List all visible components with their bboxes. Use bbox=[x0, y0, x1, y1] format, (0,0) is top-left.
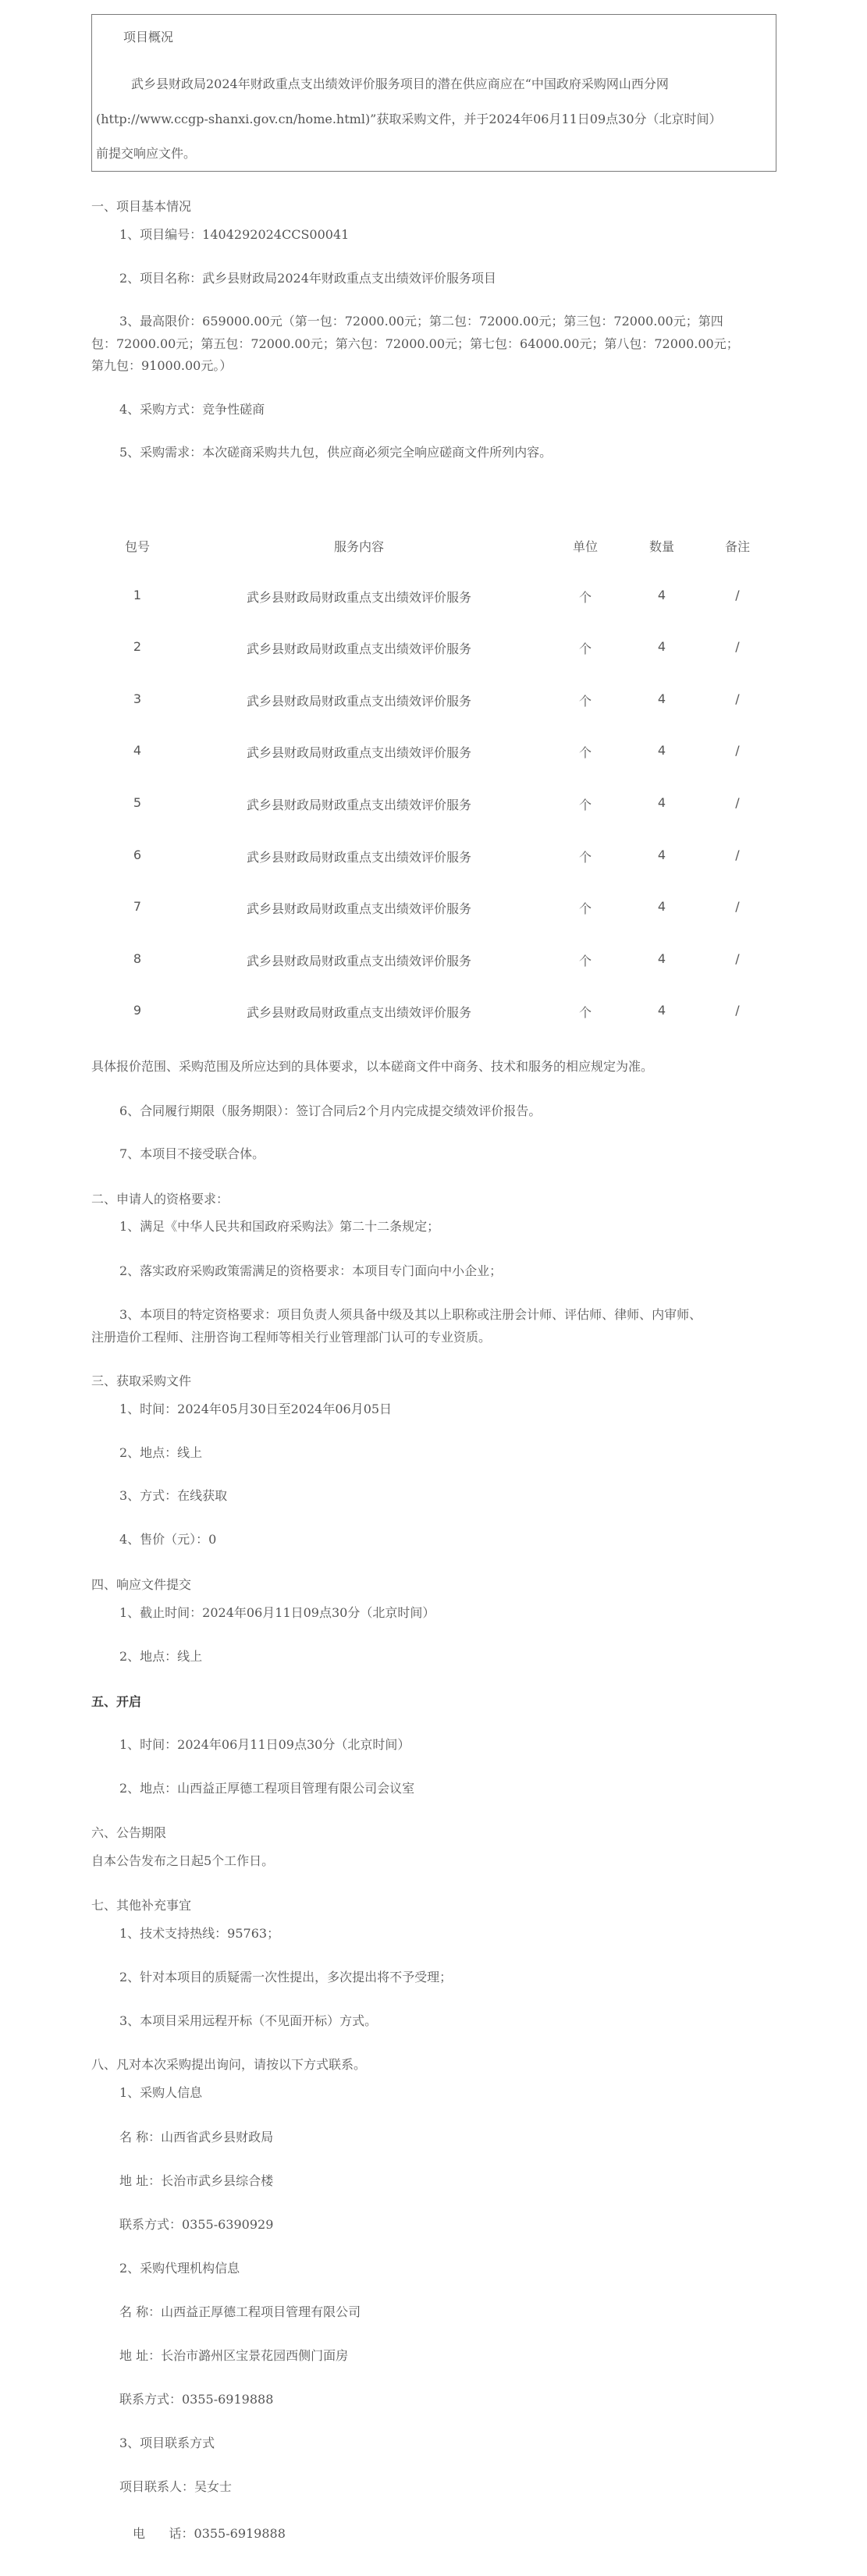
cell-unit: 个 bbox=[578, 590, 592, 605]
project-contact-phone: 电 话：0355-6919888 bbox=[133, 2526, 286, 2541]
cell-note: / bbox=[735, 795, 740, 810]
cell-package: 9 bbox=[133, 1003, 142, 1018]
cell-quantity: 4 bbox=[657, 1003, 666, 1018]
cell-unit: 个 bbox=[578, 901, 592, 916]
cell-service: 武乡县财政局财政重点支出绩效评价服务 bbox=[246, 745, 472, 760]
budget-line-2: 包：72000.00元；第五包：72000.00元；第六包：72000.00元；第七包：64000.00元；第八包：72000.00元； bbox=[91, 336, 739, 351]
table-row bbox=[0, 588, 867, 606]
header-package: 包号 bbox=[124, 539, 151, 554]
table-row bbox=[0, 847, 867, 866]
cell-unit: 个 bbox=[578, 745, 592, 760]
obtain-time: 1、时间：2024年05月30日至2024年06月05日 bbox=[119, 1402, 393, 1416]
cell-unit: 个 bbox=[578, 1005, 592, 1020]
cell-package: 2 bbox=[133, 639, 142, 654]
cell-service: 武乡县财政局财政重点支出绩效评价服务 bbox=[246, 798, 472, 812]
header-unit: 单位 bbox=[572, 539, 599, 554]
agency-name: 名 称：山西益正厚德工程项目管理有限公司 bbox=[119, 2304, 361, 2319]
cell-quantity: 4 bbox=[657, 639, 666, 654]
cell-note: / bbox=[735, 639, 740, 654]
section4-heading: 四、响应文件提交 bbox=[91, 1577, 192, 1592]
project-name: 2、项目名称：武乡县财政局2024年财政重点支出绩效评价服务项目 bbox=[119, 271, 496, 286]
qualification-3-line-2: 注册造价工程师、注册咨询工程师等相关行业管理部门认可的专业资质。 bbox=[91, 1330, 492, 1345]
purchaser-contact: 联系方式：0355-6390929 bbox=[119, 2217, 274, 2232]
cell-quantity: 4 bbox=[657, 847, 666, 862]
cell-note: / bbox=[735, 899, 740, 914]
purchaser-name: 名 称：山西省武乡县财政局 bbox=[119, 2130, 274, 2144]
cell-service: 武乡县财政局财政重点支出绩效评价服务 bbox=[246, 850, 472, 865]
contract-period: 6、合同履行期限（服务期限）：签订合同后2个月内完成提交绩效评价报告。 bbox=[119, 1103, 542, 1118]
obtain-price: 4、售价（元）：0 bbox=[119, 1532, 217, 1547]
cell-package: 1 bbox=[133, 588, 142, 602]
cell-quantity: 4 bbox=[657, 588, 666, 602]
cell-quantity: 4 bbox=[657, 899, 666, 914]
header-note: 备注 bbox=[724, 539, 751, 554]
table-row bbox=[0, 951, 867, 970]
cell-service: 武乡县财政局财政重点支出绩效评价服务 bbox=[246, 954, 472, 968]
cell-note: / bbox=[735, 743, 740, 758]
project-contact-heading: 3、项目联系方式 bbox=[119, 2436, 215, 2450]
agency-address: 地 址：长治市潞州区宝景花园西侧门面房 bbox=[119, 2348, 349, 2363]
cell-package: 4 bbox=[133, 743, 142, 758]
overview-line-2: (http://www.ccgp-shanxi.gov.cn/home.html)”获取采购文件，并于2024年06月11日09点30分（北京时间） bbox=[96, 112, 722, 126]
section6-heading: 六、公告期限 bbox=[91, 1825, 167, 1840]
table-row bbox=[0, 691, 867, 710]
cell-unit: 个 bbox=[578, 694, 592, 709]
cell-unit: 个 bbox=[578, 954, 592, 968]
budget-line-1: 3、最高限价：659000.00元（第一包：72000.00元；第二包：72000.00元；第三包：72000.00元；第四 bbox=[119, 314, 723, 329]
table-row bbox=[0, 795, 867, 814]
cell-quantity: 4 bbox=[657, 691, 666, 706]
cell-note: / bbox=[735, 847, 740, 862]
budget-line-3: 第九包：91000.00元。） bbox=[91, 358, 233, 373]
section7-heading: 七、其他补充事宜 bbox=[91, 1898, 192, 1913]
agency-heading: 2、采购代理机构信息 bbox=[119, 2261, 240, 2276]
cell-note: / bbox=[735, 691, 740, 706]
cell-package: 3 bbox=[133, 691, 142, 706]
submission-location: 2、地点：线上 bbox=[119, 1649, 203, 1664]
project-overview-box bbox=[91, 14, 776, 172]
opening-location: 2、地点：山西益正厚德工程项目管理有限公司会议室 bbox=[119, 1781, 415, 1796]
purchaser-heading: 1、采购人信息 bbox=[119, 2085, 203, 2100]
qualification-2: 2、落实政府采购政策需满足的资格要求：本项目专门面向中小企业； bbox=[119, 1263, 503, 1278]
overview-line-3: 前提交响应文件。 bbox=[96, 146, 197, 161]
section3-heading: 三、获取采购文件 bbox=[91, 1373, 192, 1388]
purchaser-address: 地 址：长治市武乡县综合楼 bbox=[119, 2173, 274, 2188]
support-hotline: 1、技术支持热线：95763； bbox=[119, 1926, 280, 1941]
section2-heading: 二、申请人的资格要求： bbox=[91, 1192, 229, 1206]
cell-quantity: 4 bbox=[657, 795, 666, 810]
project-contact-person: 项目联系人：吴女士 bbox=[119, 2479, 233, 2494]
section5-heading: 五、开启 bbox=[91, 1694, 142, 1709]
cell-package: 7 bbox=[133, 899, 142, 914]
no-consortium: 7、本项目不接受联合体。 bbox=[119, 1146, 265, 1161]
procurement-method: 4、采购方式：竞争性磋商 bbox=[119, 402, 265, 417]
table-row bbox=[0, 639, 867, 658]
table-row bbox=[0, 743, 867, 762]
table-row bbox=[0, 899, 867, 918]
section1-heading: 一、项目基本情况 bbox=[91, 199, 192, 214]
cell-unit: 个 bbox=[578, 798, 592, 812]
cell-unit: 个 bbox=[578, 850, 592, 865]
opening-time: 1、时间：2024年06月11日09点30分（北京时间） bbox=[119, 1737, 410, 1752]
qualification-1: 1、满足《中华人民共和国政府采购法》第二十二条规定； bbox=[119, 1219, 440, 1234]
cell-package: 6 bbox=[133, 847, 142, 862]
cell-quantity: 4 bbox=[657, 951, 666, 966]
overview-line-1: 武乡县财政局2024年财政重点支出绩效评价服务项目的潜在供应商应在“中国政府采购网山西分网 bbox=[131, 76, 669, 91]
section8-heading: 八、凡对本次采购提出询问，请按以下方式联系。 bbox=[91, 2057, 367, 2072]
cell-package: 5 bbox=[133, 795, 142, 810]
cell-service: 武乡县财政局财政重点支出绩效评价服务 bbox=[246, 901, 472, 916]
header-service: 服务内容 bbox=[333, 539, 385, 554]
project-number: 1、项目编号：1404292024CCS00041 bbox=[119, 227, 350, 242]
package-table-header bbox=[0, 537, 867, 556]
scope-note: 具体报价范围、采购范围及所应达到的具体要求，以本磋商文件中商务、技术和服务的相应规定为准。 bbox=[91, 1059, 654, 1074]
cell-note: / bbox=[735, 588, 740, 602]
qualification-3-line-1: 3、本项目的特定资格要求：项目负责人须具备中级及其以上职称或注册会计师、评估师、律师、内审师、 bbox=[119, 1307, 702, 1322]
cell-note: / bbox=[735, 1003, 740, 1018]
procurement-requirement: 5、采购需求：本次磋商采购共九包，供应商必须完全响应磋商文件所列内容。 bbox=[119, 445, 553, 460]
cell-service: 武乡县财政局财政重点支出绩效评价服务 bbox=[246, 694, 472, 709]
cell-note: / bbox=[735, 951, 740, 966]
agency-contact: 联系方式：0355-6919888 bbox=[119, 2392, 274, 2407]
table-row bbox=[0, 1003, 867, 1022]
obtain-method: 3、方式：在线获取 bbox=[119, 1488, 228, 1503]
cell-service: 武乡县财政局财政重点支出绩效评价服务 bbox=[246, 1005, 472, 1020]
header-quantity: 数量 bbox=[648, 539, 675, 554]
announcement-period: 自本公告发布之日起5个工作日。 bbox=[91, 1853, 275, 1868]
obtain-location: 2、地点：线上 bbox=[119, 1445, 203, 1460]
cell-service: 武乡县财政局财政重点支出绩效评价服务 bbox=[246, 641, 472, 656]
challenge-note: 2、针对本项目的质疑需一次性提出，多次提出将不予受理； bbox=[119, 1970, 453, 1984]
cell-package: 8 bbox=[133, 951, 142, 966]
cell-service: 武乡县财政局财政重点支出绩效评价服务 bbox=[246, 590, 472, 605]
cell-unit: 个 bbox=[578, 641, 592, 656]
submission-deadline: 1、截止时间：2024年06月11日09点30分（北京时间） bbox=[119, 1605, 435, 1620]
overview-title: 项目概况 bbox=[123, 30, 174, 44]
cell-quantity: 4 bbox=[657, 743, 666, 758]
remote-opening-note: 3、本项目采用远程开标（不见面开标）方式。 bbox=[119, 2013, 378, 2028]
